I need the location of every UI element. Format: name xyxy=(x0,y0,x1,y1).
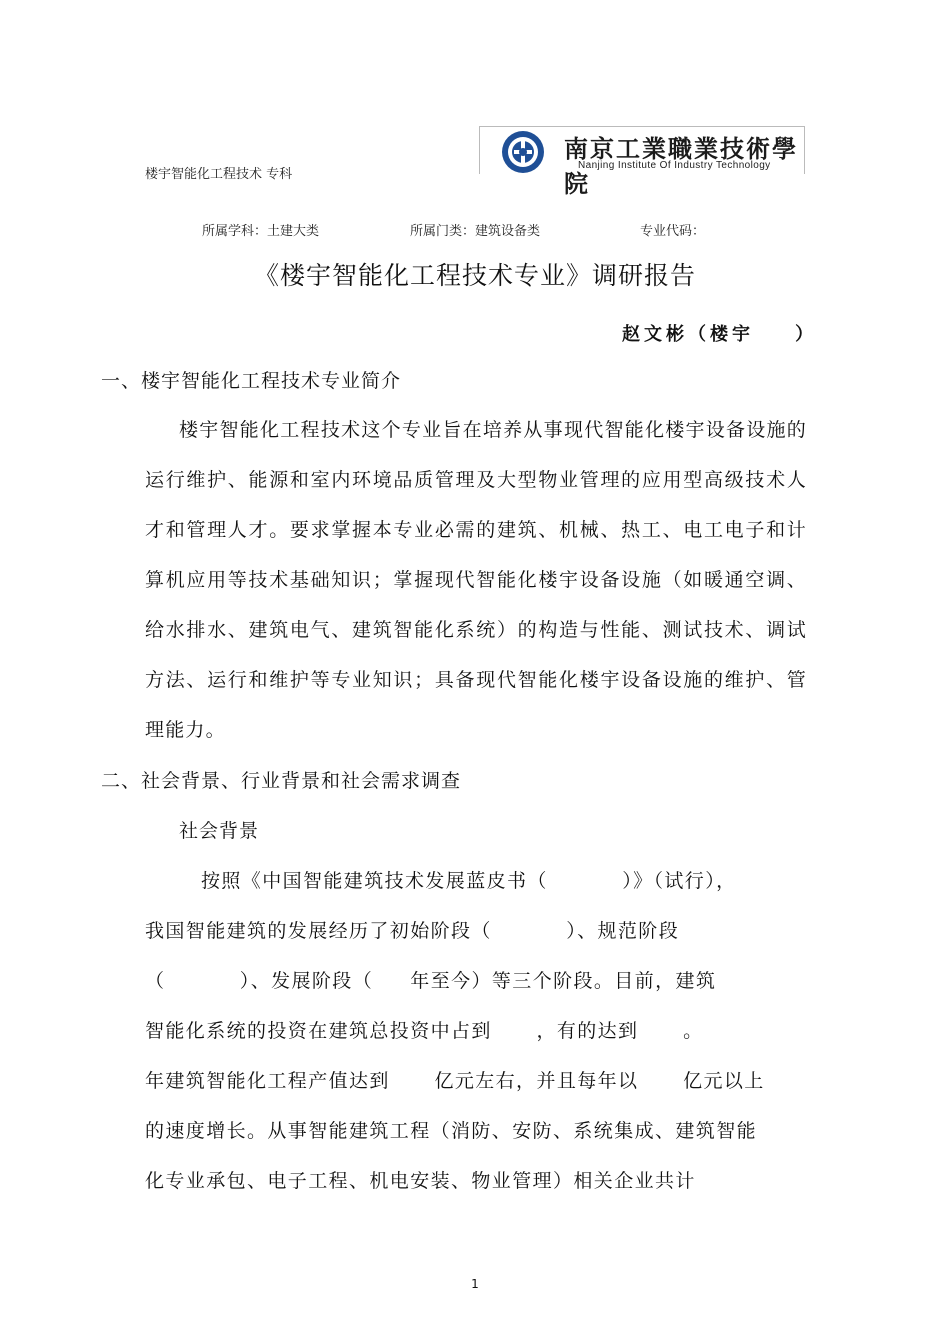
school-name-en: Nanjing Institute Of Industry Technology xyxy=(578,160,771,171)
section2-line-2: 我国智能建筑的发展经历了初始阶段（ ）、规范阶段 xyxy=(145,920,680,942)
school-name-cn: 南京工業職業技術學院 xyxy=(564,134,798,198)
section1-body xyxy=(145,405,807,755)
section1-paragraph: 楼宇智能化工程技术这个专业旨在培养从事现代智能化楼宇设备设施的运行维护、能源和室内环境品质管理及大型物业管理的应用型高级技术人才和管理人才。要求掌握本专业必需的建筑、机械、热工、电工电子和计算机应用等技术基础知识；掌握现代智能化楼宇设备设施（如暖通空调、给水排水、建筑电气、建筑智能化系统）的构造与性能、测试技术、调试方法、运行和维护等专业知识；具备现代智能化楼宇设备设施的维护、管理能力。 xyxy=(145,419,807,741)
document-title: 《楼宇智能化工程技术专业》调研报告 xyxy=(253,261,696,290)
section2-line-6: 的速度增长。从事智能建筑工程（消防、安防、系统集成、建筑智能 xyxy=(145,1120,758,1142)
meta-code: 专业代码： xyxy=(640,224,706,239)
page-number: 1 xyxy=(471,1277,479,1291)
meta-discipline: 所属学科：土建大类 xyxy=(202,224,320,239)
school-logo xyxy=(479,126,805,198)
section2-line-4: 智能化系统的投资在建筑总投资中占到 ，有的达到 。 xyxy=(145,1020,704,1042)
section1-heading: 一、楼宇智能化工程技术专业简介 xyxy=(101,370,402,392)
section2-subheading: 社会背景 xyxy=(179,820,260,842)
program-label: 楼宇智能化工程技术 专科 xyxy=(145,167,293,182)
author-line: 赵文彬（楼宇 ） xyxy=(622,324,818,345)
section2-line-7: 化专业承包、电子工程、机电安装、物业管理）相关企业共计 xyxy=(145,1170,696,1192)
section2-line-3: （ ）、发展阶段（ 年至今）等三个阶段。目前，建筑 xyxy=(145,970,717,992)
section2-heading: 二、社会背景、行业背景和社会需求调查 xyxy=(101,770,462,792)
section2-line-1: 按照《中国智能建筑技术发展蓝皮书（ ）》（试行）， xyxy=(201,870,737,892)
school-emblem-icon xyxy=(500,129,546,175)
meta-category: 所属门类：建筑设备类 xyxy=(410,224,541,239)
section2-line-5: 年建筑智能化工程产值达到 亿元左右，并且每年以 亿元以上 xyxy=(145,1070,765,1092)
